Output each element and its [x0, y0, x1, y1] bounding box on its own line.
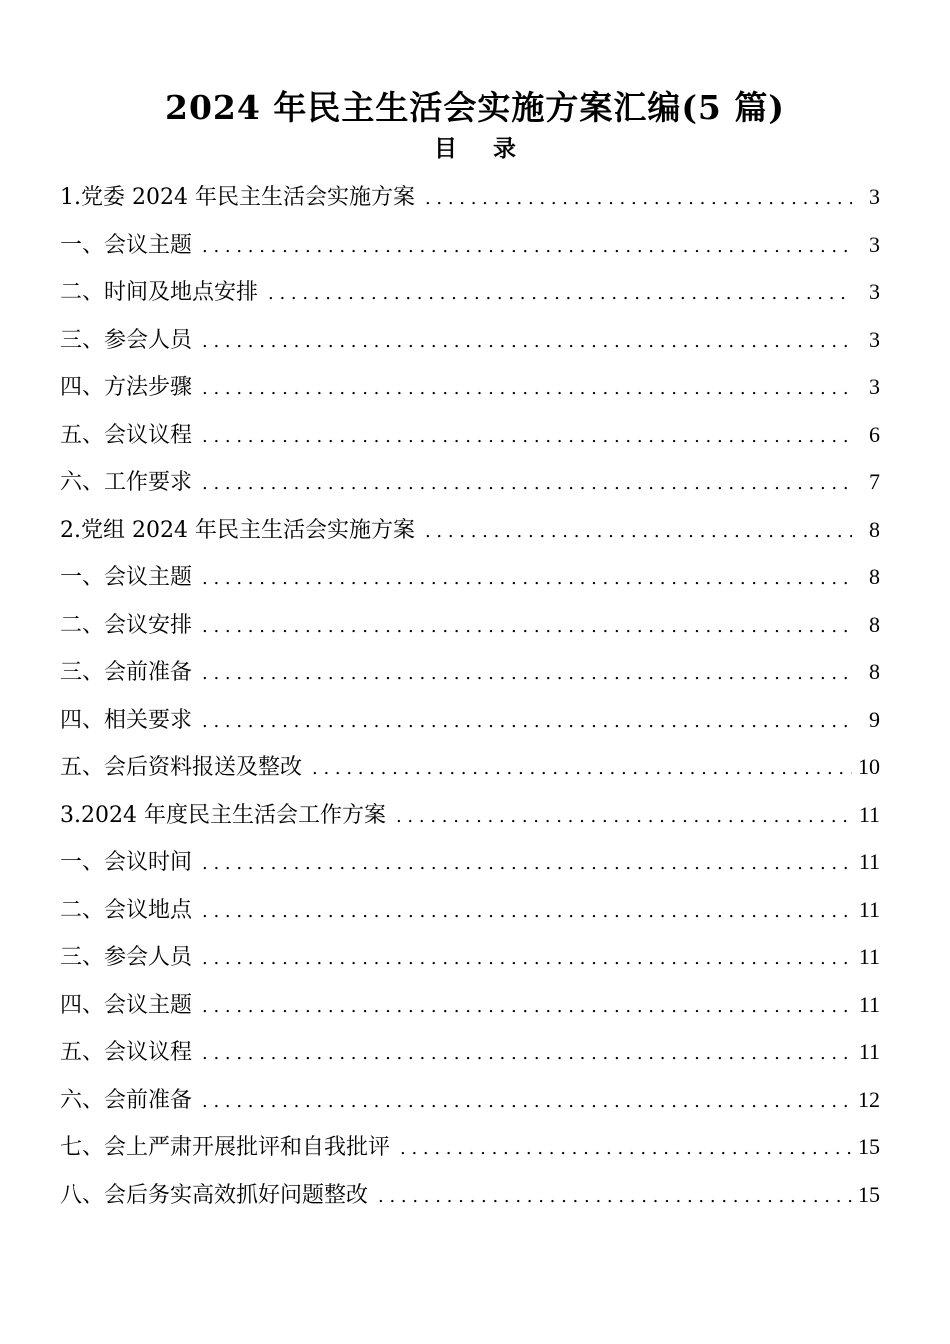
- toc-entry-label: 三、会前准备: [60, 660, 193, 685]
- toc-entry-label: 七、会上严肃开展批评和自我批评: [60, 1135, 391, 1160]
- toc-entry-label: 六、会前准备: [60, 1087, 193, 1113]
- toc-dot-leader: [202, 655, 852, 693]
- toc-entry-label: 五、会议议程: [60, 1040, 193, 1065]
- toc-dot-leader: [202, 893, 852, 931]
- toc-dot-leader: [202, 845, 852, 883]
- toc-entry[interactable]: [60, 558, 880, 606]
- toc-page-number: 11: [858, 896, 880, 922]
- toc-page-number: 6: [869, 421, 880, 447]
- toc-dot-leader: [202, 940, 852, 978]
- toc-page-number: 3: [869, 231, 880, 257]
- toc-entry[interactable]: [60, 321, 880, 369]
- toc-entry[interactable]: [60, 368, 880, 416]
- toc-entry-label: 二、时间及地点安排: [60, 280, 259, 305]
- toc-entry[interactable]: [60, 891, 880, 939]
- toc-dot-leader: [202, 703, 852, 741]
- toc-dot-leader: [202, 465, 852, 503]
- toc-page-number: 8: [869, 516, 880, 542]
- toc-page-number: 11: [858, 849, 880, 874]
- toc-page-number: 11: [858, 1039, 880, 1064]
- toc-page-number: 10: [858, 754, 880, 779]
- toc-dot-leader: [202, 323, 852, 361]
- toc-dot-leader: [202, 1083, 852, 1121]
- toc-entry-label: 一、会议时间: [60, 850, 193, 875]
- toc-entry[interactable]: [60, 273, 880, 321]
- table-of-contents: [60, 178, 880, 1223]
- toc-entry[interactable]: [60, 226, 880, 274]
- toc-entry[interactable]: [60, 416, 880, 464]
- toc-entry[interactable]: [60, 463, 880, 511]
- toc-entry-label: 一、会议主题: [60, 232, 193, 258]
- toc-dot-leader: [378, 1178, 852, 1216]
- toc-page-number: 11: [858, 944, 880, 969]
- toc-dot-leader: [202, 608, 852, 646]
- toc-page-number: 11: [858, 801, 880, 827]
- toc-dot-leader: [425, 180, 852, 218]
- toc-entry-label: 二、会议安排: [60, 612, 193, 638]
- toc-entry[interactable]: [60, 986, 880, 1034]
- toc-dot-leader: [312, 750, 852, 788]
- toc-entry[interactable]: [60, 511, 880, 559]
- toc-entry-label: 2.党组 2024 年民主生活会实施方案: [60, 517, 415, 543]
- toc-page-number: 9: [869, 706, 880, 732]
- toc-page-number: 8: [869, 564, 880, 589]
- toc-page-number: 3: [869, 374, 880, 399]
- toc-heading: 目 录: [433, 136, 530, 162]
- toc-page-number: 3: [869, 184, 880, 209]
- toc-entry[interactable]: [60, 701, 880, 749]
- toc-entry[interactable]: [60, 653, 880, 701]
- toc-entry[interactable]: [60, 796, 880, 844]
- toc-page-number: 15: [858, 1134, 880, 1159]
- toc-entry[interactable]: [60, 1128, 880, 1176]
- toc-page-number: 8: [869, 659, 880, 684]
- toc-page-number: 11: [858, 991, 880, 1017]
- toc-entry-label: 四、方法步骤: [60, 375, 193, 400]
- toc-dot-leader: [202, 228, 852, 266]
- toc-entry-label: 八、会后务实高效抓好问题整改: [60, 1182, 369, 1208]
- toc-entry[interactable]: [60, 748, 880, 796]
- toc-dot-leader: [202, 988, 852, 1026]
- toc-entry[interactable]: [60, 1081, 880, 1129]
- toc-entry[interactable]: [60, 1033, 880, 1081]
- toc-page-number: 7: [869, 469, 880, 494]
- toc-entry-label: 三、参会人员: [60, 327, 193, 353]
- toc-dot-leader: [202, 560, 852, 598]
- toc-entry-label: 五、会后资料报送及整改: [60, 755, 303, 780]
- toc-dot-leader: [425, 513, 852, 551]
- toc-dot-leader: [400, 1130, 852, 1168]
- toc-page-number: 12: [858, 1086, 880, 1112]
- toc-entry[interactable]: [60, 938, 880, 986]
- toc-entry[interactable]: [60, 178, 880, 226]
- toc-dot-leader: [396, 798, 852, 836]
- toc-entry-label: 四、会议主题: [60, 992, 193, 1018]
- toc-entry[interactable]: [60, 843, 880, 891]
- toc-entry-label: 五、会议议程: [60, 422, 193, 448]
- toc-page-number: 3: [869, 279, 880, 304]
- toc-entry-label: 四、相关要求: [60, 707, 193, 733]
- document-title: 2024 年民主生活会实施方案汇编(5 篇): [164, 88, 785, 127]
- toc-entry-label: 1.党委 2024 年民主生活会实施方案: [60, 185, 415, 210]
- toc-entry[interactable]: [60, 606, 880, 654]
- toc-entry[interactable]: [60, 1176, 880, 1224]
- toc-page-number: 15: [858, 1181, 880, 1207]
- toc-dot-leader: [202, 370, 852, 408]
- toc-dot-leader: [202, 1035, 852, 1073]
- toc-entry-label: 3.2024 年度民主生活会工作方案: [60, 802, 386, 828]
- toc-dot-leader: [268, 275, 852, 313]
- toc-dot-leader: [202, 418, 852, 456]
- toc-entry-label: 六、工作要求: [60, 470, 193, 495]
- toc-entry-label: 二、会议地点: [60, 897, 193, 923]
- toc-page-number: 3: [869, 326, 880, 352]
- toc-entry-label: 一、会议主题: [60, 565, 193, 590]
- toc-page-number: 8: [869, 611, 880, 637]
- toc-entry-label: 三、参会人员: [60, 945, 193, 970]
